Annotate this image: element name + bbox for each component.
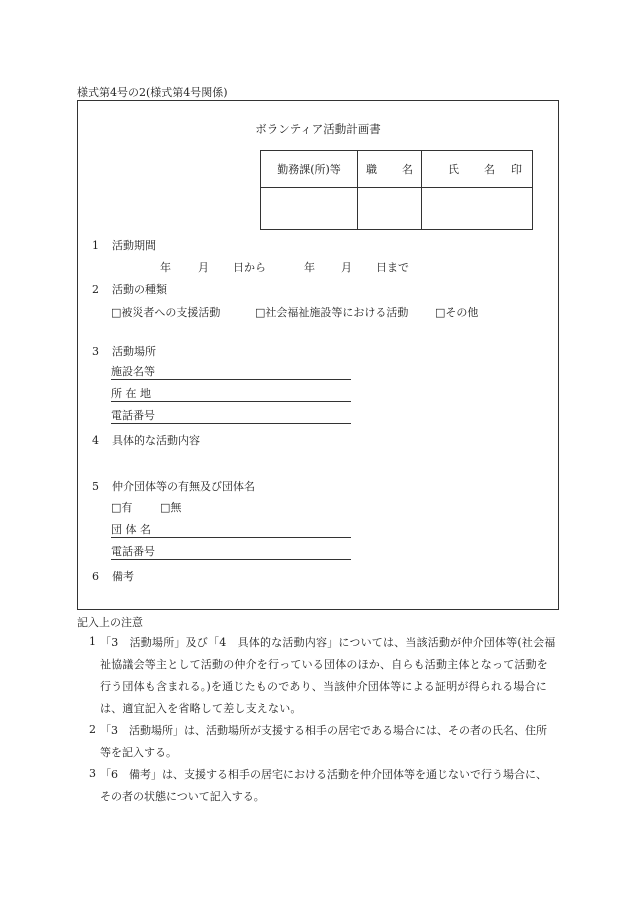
- name-seal-cell[interactable]: [422, 188, 533, 230]
- volunteer-plan-form: [77, 100, 559, 610]
- period-end-day-label: 日まで: [376, 261, 409, 274]
- period-end-year-label: 年: [304, 261, 315, 274]
- position-cell[interactable]: [358, 188, 422, 230]
- type-other-checkbox[interactable]: □その他: [435, 306, 479, 319]
- period-start-month-label: 月: [198, 261, 209, 274]
- intermediary-yes-checkbox[interactable]: □有: [111, 501, 133, 514]
- section-activity-type: 2 活動の種類: [92, 283, 167, 296]
- section-activity-place: 3 活動場所: [92, 345, 156, 358]
- dept-header: 勤務課(所)等: [261, 151, 358, 188]
- document-title: ボランティア活動計画書: [255, 122, 381, 136]
- org-name-label: 団 体 名: [111, 523, 151, 536]
- name-seal-header: 氏 名 印: [422, 151, 533, 188]
- intermediary-no-checkbox[interactable]: □無: [160, 501, 182, 514]
- place-phone-label: 電話番号: [111, 409, 155, 422]
- place-phone-field[interactable]: [111, 407, 351, 424]
- org-phone-label: 電話番号: [111, 545, 155, 558]
- org-name-field[interactable]: [111, 521, 351, 538]
- approval-table: [260, 150, 533, 230]
- address-field[interactable]: [111, 385, 351, 402]
- position-header: 職 名: [358, 151, 422, 188]
- notes-heading: 記入上の注意: [77, 616, 143, 629]
- org-phone-field[interactable]: [111, 543, 351, 560]
- section-period: 1 活動期間: [92, 239, 156, 252]
- facility-name-field[interactable]: [111, 363, 351, 380]
- section-intermediary: 5 仲介団体等の有無及び団体名: [92, 480, 255, 493]
- period-start-year-label: 年: [160, 261, 171, 274]
- period-start-day-label: 日から: [233, 261, 266, 274]
- section-remarks: 6 備考: [92, 570, 134, 583]
- type-welfare-facility-checkbox[interactable]: □社会福祉施設等における活動: [255, 306, 409, 319]
- facility-name-label: 施設名等: [111, 365, 155, 378]
- form-number: 様式第4号の2(様式第4号関係): [77, 86, 228, 99]
- type-disaster-support-checkbox[interactable]: □被災者への支援活動: [111, 306, 221, 319]
- address-label: 所 在 地: [111, 387, 151, 400]
- period-end-month-label: 月: [341, 261, 352, 274]
- section-activity-details: 4 具体的な活動内容: [92, 434, 200, 447]
- dept-cell[interactable]: [261, 188, 358, 230]
